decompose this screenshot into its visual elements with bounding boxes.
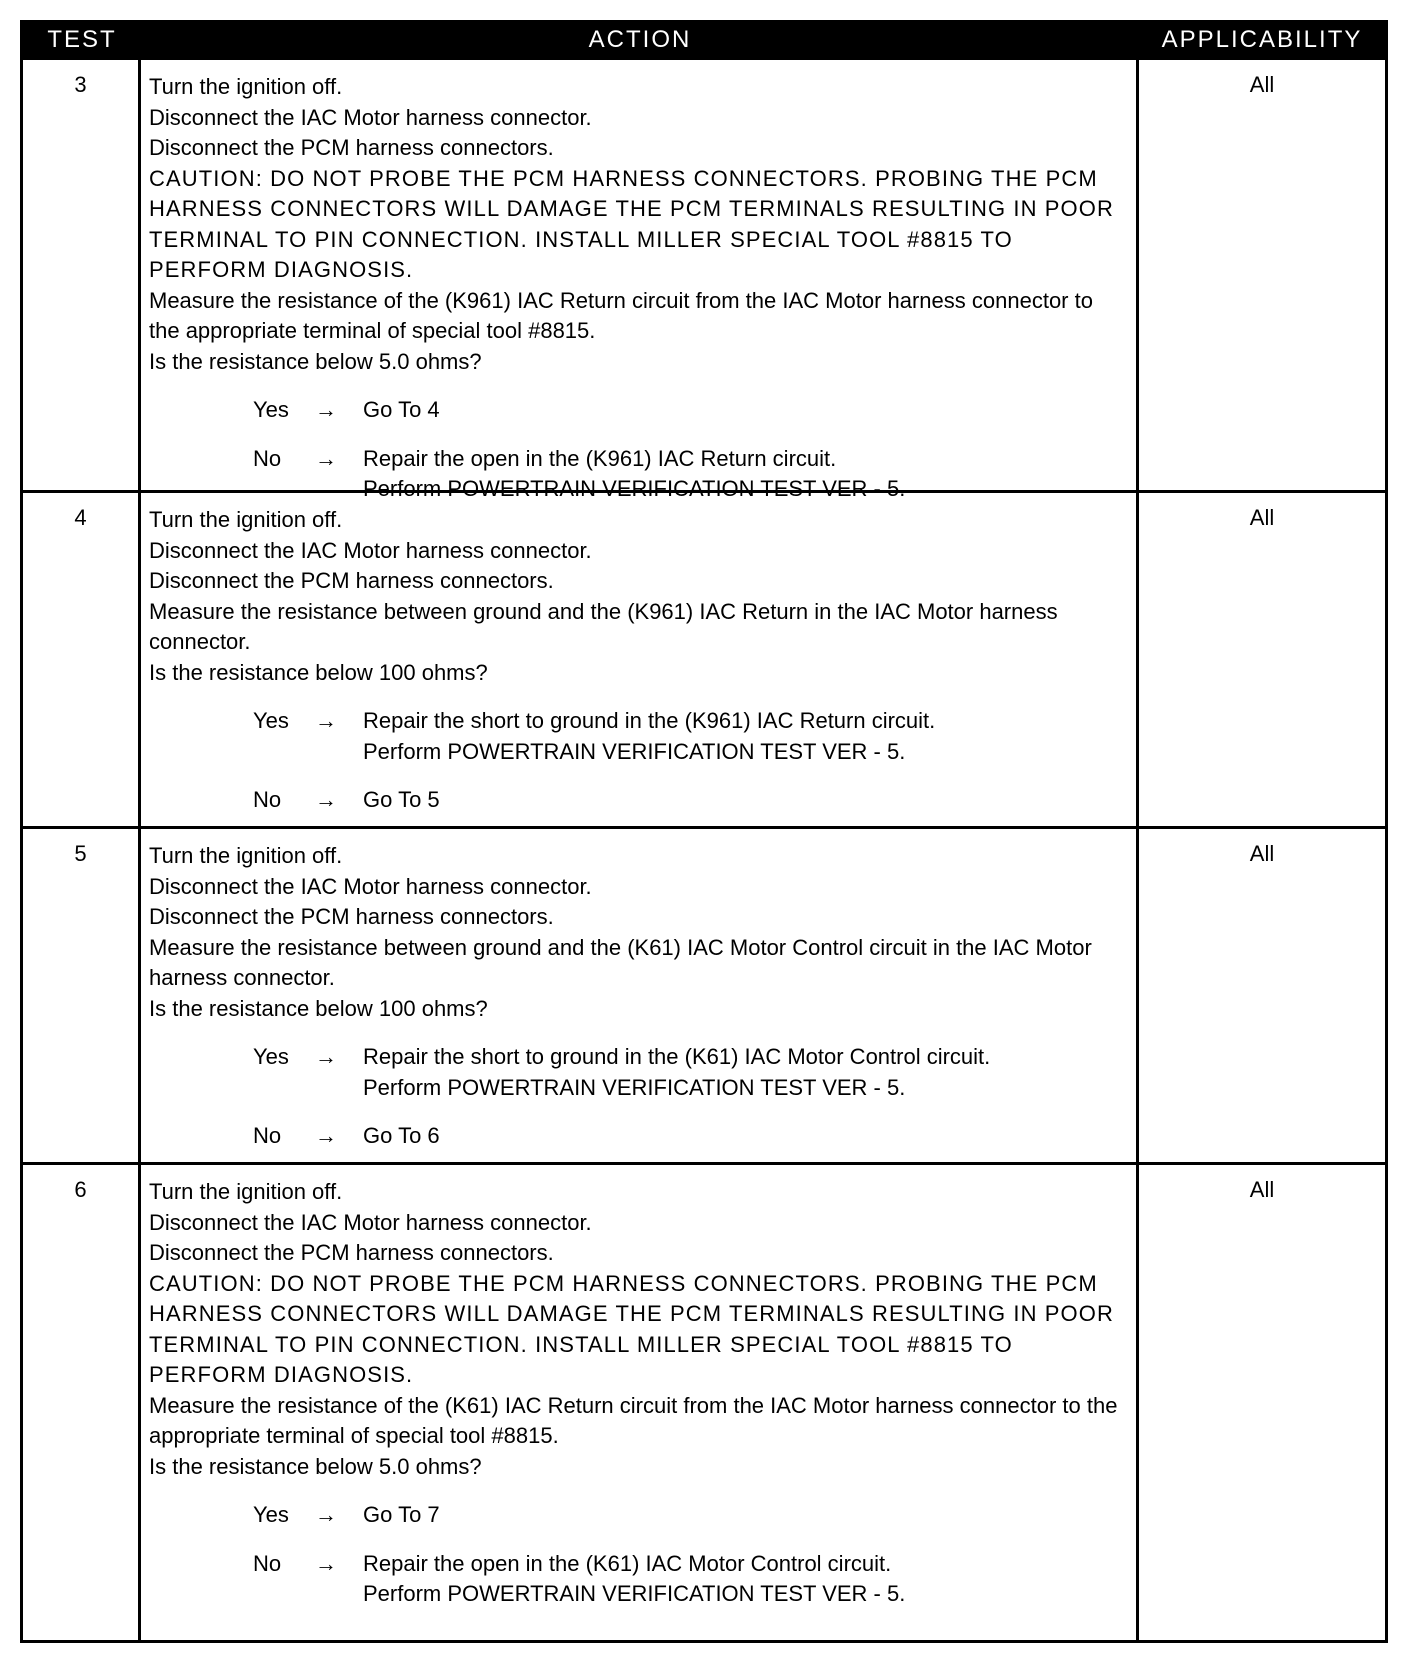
diagnostic-table — [20, 20, 1388, 1643]
test-row — [23, 1162, 1385, 1640]
action-line: Disconnect the PCM harness connectors. — [149, 1240, 554, 1265]
no-result — [363, 785, 1128, 816]
yes-result-line: Perform POWERTRAIN VERIFICATION TEST VER - 5. — [363, 738, 906, 764]
measure-instruction: Measure the resistance of the (K961) IAC Return circuit from the IAC Motor harness connector to the appropriate terminal of special tool #8815. — [149, 287, 1093, 343]
measure-instruction: Measure the resistance between ground and the (K61) IAC Motor Control circuit in the IAC Motor harness connector. — [149, 934, 1092, 990]
action-line: Disconnect the IAC Motor harness connector. — [149, 537, 592, 563]
yes-result — [363, 1500, 1128, 1531]
no-answer — [253, 1549, 1128, 1610]
test-number: 3 — [23, 60, 141, 490]
action-line: Disconnect the IAC Motor harness connector. — [149, 1209, 592, 1235]
right-arrow-icon: → — [315, 445, 337, 471]
yes-label: Yes — [253, 1044, 289, 1069]
action-cell — [141, 829, 1139, 1162]
yes-result — [363, 395, 1128, 426]
yes-answer — [253, 1500, 1128, 1531]
right-arrow-icon: → — [315, 1550, 337, 1576]
no-result-line: Perform POWERTRAIN VERIFICATION TEST VER - 5. — [363, 476, 906, 501]
action-line: Turn the ignition off. — [149, 74, 343, 99]
right-arrow-icon: → — [315, 1502, 337, 1527]
caution-text: CAUTION: DO NOT PROBE THE PCM HARNESS CONNECTORS. PROBING THE PCM HARNESS CONNECTORS WILL DAMAGE THE PCM TERMINALS RESULTING IN POOR TERMINAL TO PIN CONNECTION. INSTALL MILLER SPECIAL TOOL #8815 TO PERFORM DIAGNOSIS. — [149, 165, 1114, 282]
header-applicability: APPLICABILITY — [1161, 26, 1363, 53]
test-number: 6 — [23, 1165, 141, 1640]
question: Is the resistance below 100 ohms? — [149, 995, 488, 1021]
no-label: No — [253, 787, 282, 812]
header-action: ACTION — [588, 26, 692, 53]
action-line: Turn the ignition off. — [149, 843, 343, 868]
no-answer — [253, 785, 1128, 816]
yes-label: Yes — [253, 1502, 289, 1527]
yes-result — [363, 706, 1128, 767]
right-arrow-icon: → — [315, 708, 337, 733]
question: Is the resistance below 100 ohms? — [149, 659, 488, 685]
test-row — [23, 826, 1385, 1162]
yes-result-line: Go To 7 — [363, 1502, 440, 1527]
test-number: 4 — [23, 493, 141, 826]
header-test: TEST — [47, 26, 117, 53]
action-cell — [141, 1165, 1139, 1640]
yes-result-line: Repair the short to ground in the (K61) IAC Motor Control circuit. — [363, 1044, 991, 1069]
yes-answer — [253, 1042, 1128, 1103]
no-result-line: Go To 6 — [363, 1123, 440, 1148]
table-header — [23, 20, 1385, 60]
action-cell — [141, 493, 1139, 826]
no-label: No — [253, 445, 282, 471]
applicability: All — [1249, 841, 1275, 866]
question: Is the resistance below 5.0 ohms? — [149, 348, 482, 374]
no-result — [363, 1549, 1128, 1610]
measure-instruction: Measure the resistance of the (K61) IAC Return circuit from the IAC Motor harness connector to the appropriate terminal of special tool #8815. — [149, 1392, 1118, 1448]
yes-result-line: Go To 4 — [363, 397, 440, 422]
applicability: All — [1249, 72, 1275, 97]
action-cell — [141, 60, 1139, 501]
action-line: Disconnect the IAC Motor harness connector. — [149, 873, 592, 899]
no-result-line: Go To 5 — [363, 787, 440, 812]
right-arrow-icon: → — [315, 1123, 337, 1148]
no-result-line: Repair the open in the (K61) IAC Motor Control circuit. — [363, 1550, 892, 1576]
yes-result-line: Perform POWERTRAIN VERIFICATION TEST VER - 5. — [363, 1074, 906, 1100]
yes-label: Yes — [253, 397, 289, 422]
yes-result-line: Repair the short to ground in the (K961) IAC Return circuit. — [363, 708, 936, 733]
no-label: No — [253, 1123, 282, 1148]
question: Is the resistance below 5.0 ohms? — [149, 1453, 482, 1479]
action-line: Turn the ignition off. — [149, 507, 343, 532]
no-answer — [253, 1121, 1128, 1152]
action-line: Disconnect the PCM harness connectors. — [149, 904, 554, 929]
no-result — [363, 1121, 1128, 1152]
no-label: No — [253, 1550, 282, 1576]
measure-instruction: Measure the resistance between ground and the (K961) IAC Return in the IAC Motor harness connector. — [149, 598, 1058, 654]
right-arrow-icon: → — [315, 787, 337, 812]
no-result-line: Repair the open in the (K961) IAC Return circuit. — [363, 445, 837, 471]
caution-text: CAUTION: DO NOT PROBE THE PCM HARNESS CONNECTORS. PROBING THE PCM HARNESS CONNECTORS WILL DAMAGE THE PCM TERMINALS RESULTING IN POOR TERMINAL TO PIN CONNECTION. INSTALL MILLER SPECIAL TOOL #8815 TO PERFORM DIAGNOSIS. — [149, 1270, 1114, 1387]
right-arrow-icon: → — [315, 1044, 337, 1069]
action-line: Turn the ignition off. — [149, 1179, 343, 1204]
action-line: Disconnect the IAC Motor harness connector. — [149, 104, 592, 130]
yes-label: Yes — [253, 708, 289, 733]
yes-answer — [253, 706, 1128, 767]
test-row — [23, 60, 1385, 501]
applicability: All — [1249, 1177, 1275, 1202]
action-line: Disconnect the PCM harness connectors. — [149, 135, 554, 160]
action-line: Disconnect the PCM harness connectors. — [149, 568, 554, 593]
yes-answer — [253, 395, 1128, 426]
test-row — [23, 490, 1385, 826]
right-arrow-icon: → — [315, 397, 337, 422]
yes-result — [363, 1042, 1128, 1103]
applicability: All — [1249, 505, 1275, 530]
no-result-line: Perform POWERTRAIN VERIFICATION TEST VER - 5. — [363, 1581, 906, 1606]
test-number: 5 — [23, 829, 141, 1162]
